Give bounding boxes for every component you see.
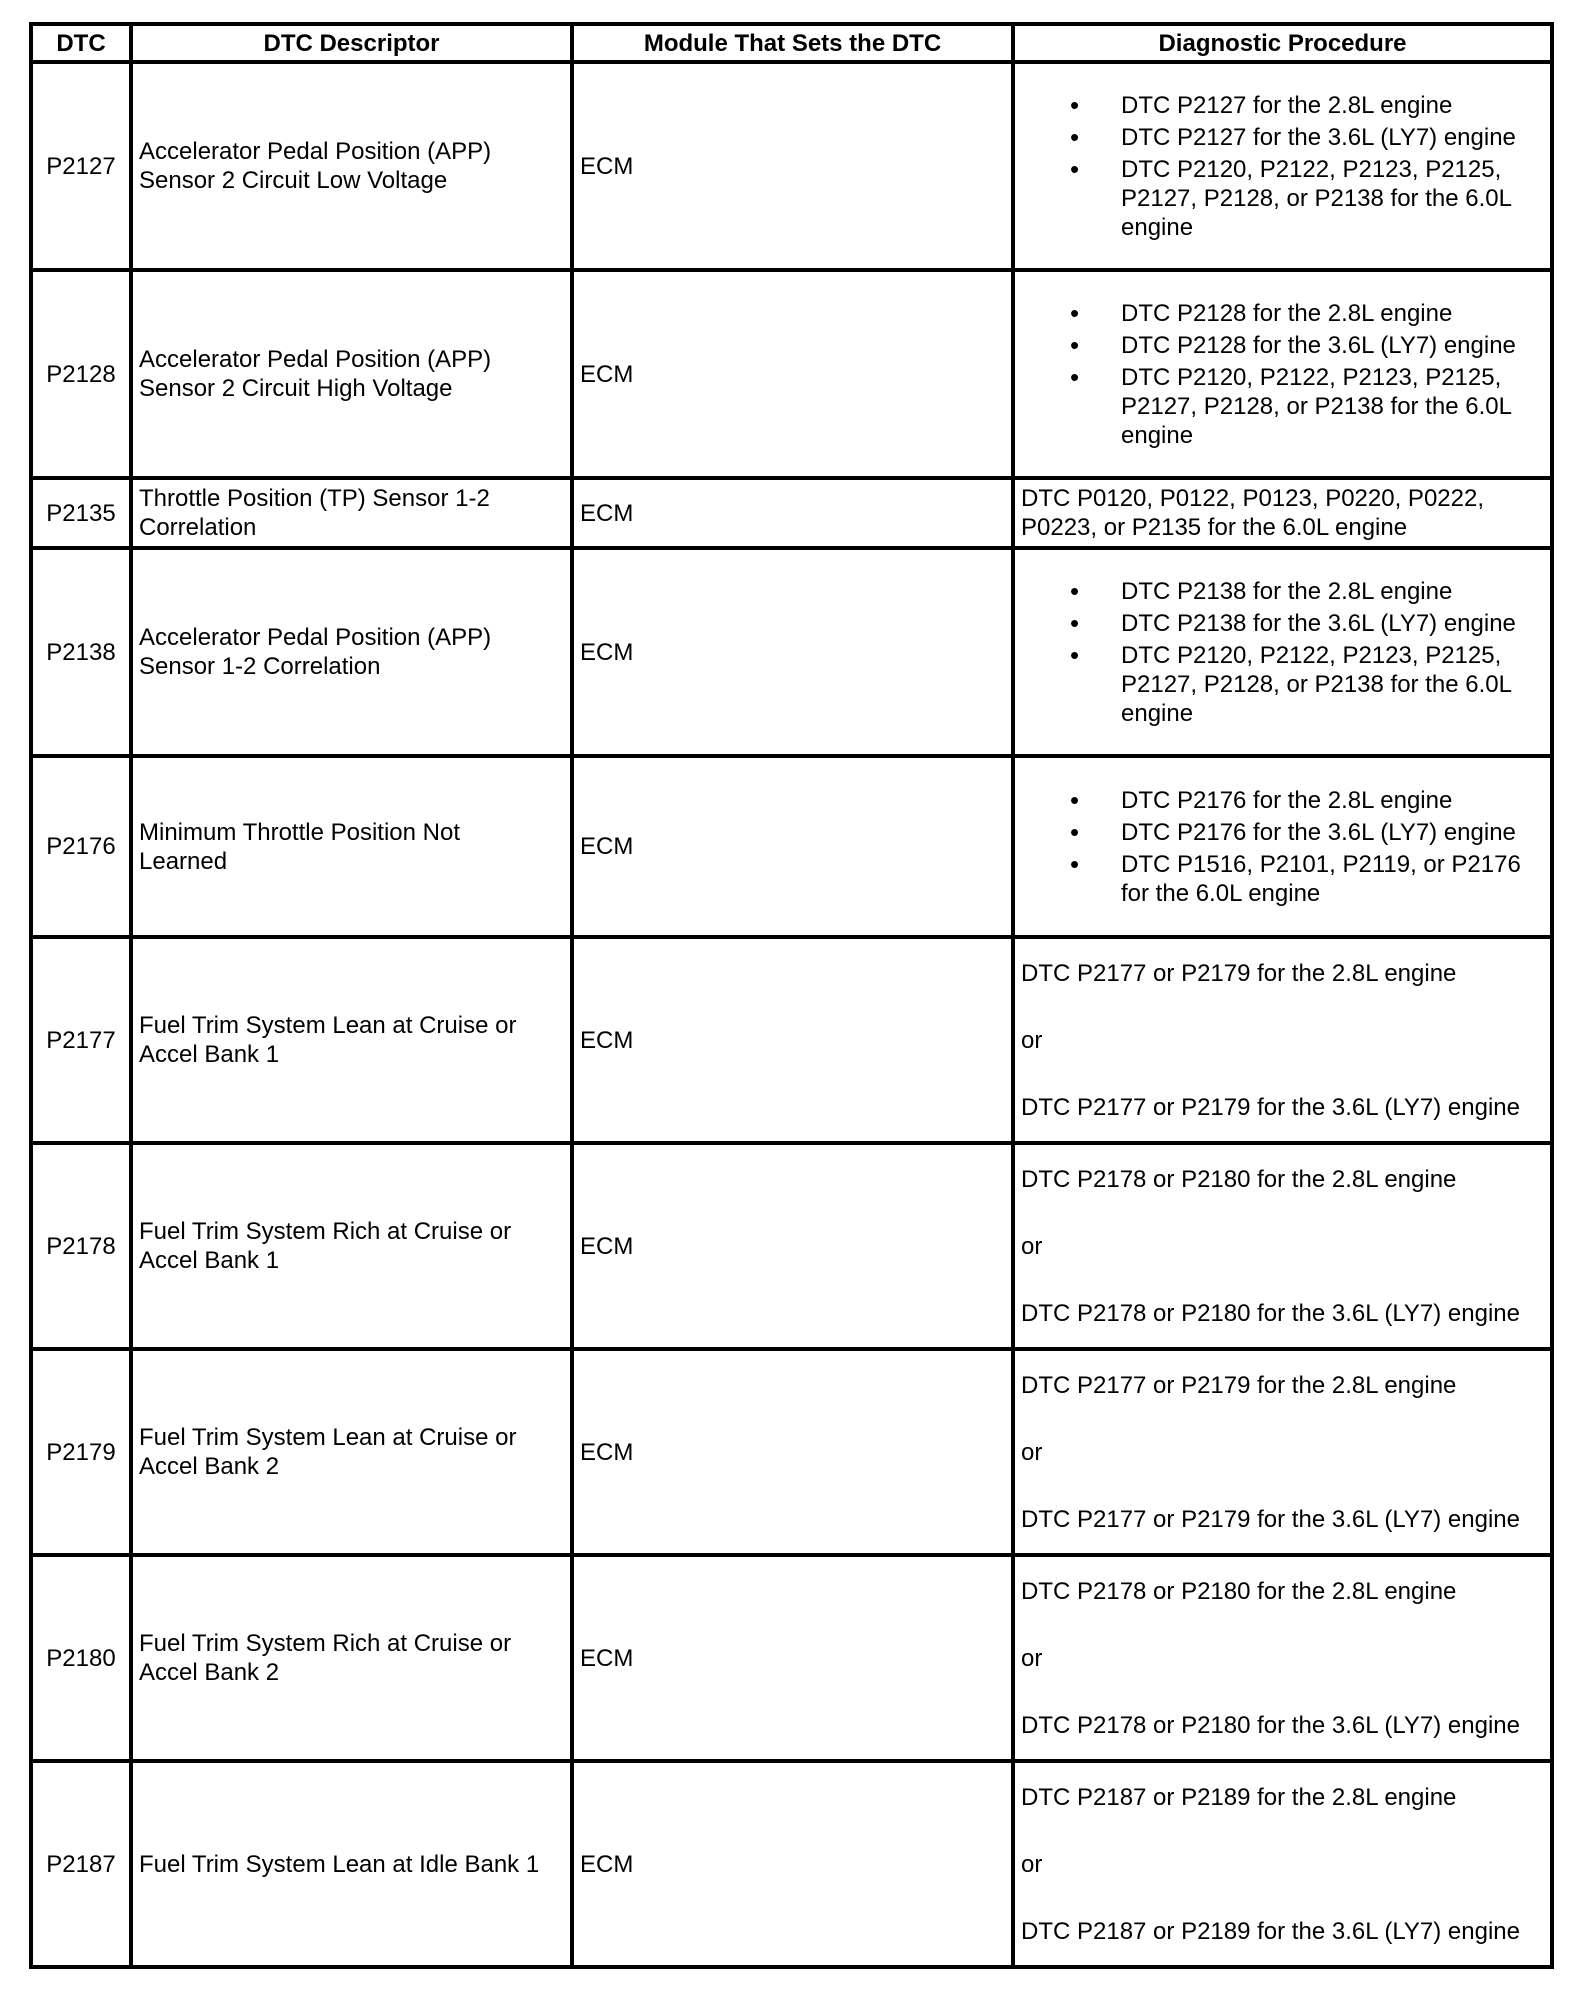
diagnostic-procedure: [1013, 270, 1552, 478]
diagnostic-procedure: [1013, 1555, 1552, 1761]
table-row: [31, 62, 1552, 270]
descriptor-line: Fuel Trim System Lean at Cruise or: [139, 1012, 517, 1039]
module: ECM: [572, 62, 1013, 270]
dtc-descriptor: [131, 548, 572, 756]
procedure-link[interactable]: DTC P2177 or P2179 for the 2.8L engine: [1021, 1371, 1457, 1399]
procedure-link[interactable]: DTC P2178 or P2180 for the 2.8L engine: [1021, 1577, 1457, 1605]
procedure-link[interactable]: • DTC P2120, P2122, P2123, P2125, P2127, P2128, or P2138 for the 6.0L engine: [1121, 641, 1544, 728]
header-dtc: DTC: [31, 24, 131, 62]
table-row: [31, 270, 1552, 478]
descriptor-line: Sensor 2 Circuit Low Voltage: [139, 167, 448, 194]
header-row: [31, 24, 1552, 62]
procedure-link[interactable]: • DTC P2127 for the 2.8L engine: [1121, 91, 1544, 120]
module: ECM: [572, 937, 1013, 1143]
dtc-code: P2180: [31, 1555, 131, 1761]
descriptor-line: Minimum Throttle Position Not: [139, 818, 460, 846]
module: ECM: [572, 756, 1013, 937]
procedure-link[interactable]: DTC P2187 or P2189 for the 3.6L (LY7) engine: [1021, 1917, 1520, 1945]
dtc-descriptor: [131, 937, 572, 1143]
procedure-list: [1021, 299, 1544, 450]
diagnostic-procedure: [1013, 62, 1552, 270]
descriptor-line: Learned: [139, 847, 228, 875]
module: ECM: [572, 1143, 1013, 1349]
module: ECM: [572, 1761, 1013, 1967]
dtc-code: P2177: [31, 937, 131, 1143]
module: ECM: [572, 1349, 1013, 1555]
procedure-link[interactable]: DTC P2177 or P2179 for the 3.6L (LY7) engine: [1021, 1505, 1520, 1533]
header-module: Module That Sets the DTC: [572, 24, 1013, 62]
procedure-link[interactable]: • DTC P2138 for the 2.8L engine: [1121, 577, 1544, 606]
procedure-list: [1021, 91, 1544, 242]
table-row: [31, 1349, 1552, 1555]
descriptor-line: Fuel Trim System Rich at Cruise or: [139, 1218, 512, 1245]
descriptor-line: Sensor 2 Circuit High Voltage: [139, 375, 453, 402]
diagnostic-procedure: [1013, 937, 1552, 1143]
procedure-list: [1021, 577, 1544, 728]
procedure-or: or: [1021, 1850, 1043, 1878]
descriptor-line: Sensor 1-2 Correlation: [139, 653, 381, 680]
table-row: [31, 478, 1552, 548]
descriptor-line: Accelerator Pedal Position (APP): [139, 624, 492, 651]
procedure-link[interactable]: DTC P2177 or P2179 for the 2.8L engine: [1021, 959, 1457, 987]
dtc-code: P2187: [31, 1761, 131, 1967]
procedure-or: or: [1021, 1026, 1043, 1054]
dtc-code: P2179: [31, 1349, 131, 1555]
descriptor-line: Accelerator Pedal Position (APP): [139, 138, 492, 165]
descriptor-line: Throttle Position (TP) Sensor 1-2: [139, 485, 490, 512]
header-descriptor: DTC Descriptor: [131, 24, 572, 62]
diagnostic-procedure: [1013, 756, 1552, 937]
module: ECM: [572, 478, 1013, 548]
procedure-link[interactable]: • DTC P2138 for the 3.6L (LY7) engine: [1121, 609, 1544, 638]
procedure-link[interactable]: P0223, or P2135 for the 6.0L engine: [1021, 514, 1408, 541]
module: ECM: [572, 1555, 1013, 1761]
procedure-link[interactable]: • DTC P2176 for the 2.8L engine: [1121, 786, 1544, 815]
dtc-code: P2178: [31, 1143, 131, 1349]
dtc-descriptor: [131, 1761, 572, 1967]
dtc-code: P2135: [31, 478, 131, 548]
descriptor-line: Fuel Trim System Lean at Idle Bank 1: [139, 1850, 540, 1878]
procedure-link[interactable]: • DTC P1516, P2101, P2119, or P2176 for the 6.0L engine: [1121, 850, 1544, 908]
table-row: [31, 1555, 1552, 1761]
procedure-link[interactable]: DTC P2187 or P2189 for the 2.8L engine: [1021, 1783, 1457, 1811]
diagnostic-procedure: [1013, 478, 1552, 548]
module: ECM: [572, 548, 1013, 756]
descriptor-line: Accel Bank 2: [139, 1659, 280, 1686]
descriptor-line: Fuel Trim System Lean at Cruise or: [139, 1424, 517, 1451]
dtc-code: P2128: [31, 270, 131, 478]
dtc-code: P2127: [31, 62, 131, 270]
procedure-link[interactable]: • DTC P2127 for the 3.6L (LY7) engine: [1121, 123, 1544, 152]
procedure-link[interactable]: DTC P0120, P0122, P0123, P0220, P0222,: [1021, 485, 1484, 512]
dtc-descriptor: [131, 756, 572, 937]
procedure-link[interactable]: • DTC P2120, P2122, P2123, P2125, P2127, P2128, or P2138 for the 6.0L engine: [1121, 363, 1544, 450]
table-row: [31, 548, 1552, 756]
diagnostic-procedure: [1013, 548, 1552, 756]
diagnostic-procedure: [1013, 1349, 1552, 1555]
procedure-link[interactable]: • DTC P2128 for the 3.6L (LY7) engine: [1121, 331, 1544, 360]
dtc-code: P2176: [31, 756, 131, 937]
procedure-link[interactable]: DTC P2177 or P2179 for the 3.6L (LY7) engine: [1021, 1093, 1520, 1121]
dtc-descriptor: [131, 1143, 572, 1349]
diagnostic-procedure: [1013, 1761, 1552, 1967]
descriptor-line: Fuel Trim System Rich at Cruise or: [139, 1630, 512, 1657]
descriptor-line: Accelerator Pedal Position (APP): [139, 346, 492, 373]
procedure-list: [1021, 786, 1544, 908]
dtc-descriptor: [131, 1349, 572, 1555]
procedure-link[interactable]: • DTC P2176 for the 3.6L (LY7) engine: [1121, 818, 1544, 847]
dtc-descriptor: [131, 270, 572, 478]
procedure-or: or: [1021, 1644, 1043, 1672]
table-row: [31, 1761, 1552, 1967]
descriptor-line: Accel Bank 1: [139, 1041, 280, 1068]
dtc-descriptor: [131, 62, 572, 270]
dtc-descriptor: [131, 478, 572, 548]
descriptor-line: Correlation: [139, 514, 257, 541]
procedure-link[interactable]: • DTC P2128 for the 2.8L engine: [1121, 299, 1544, 328]
module: ECM: [572, 270, 1013, 478]
header-procedure: Diagnostic Procedure: [1013, 24, 1552, 62]
procedure-link[interactable]: DTC P2178 or P2180 for the 3.6L (LY7) engine: [1021, 1299, 1520, 1327]
dtc-descriptor: [131, 1555, 572, 1761]
table-row: [31, 1143, 1552, 1349]
procedure-link[interactable]: DTC P2178 or P2180 for the 2.8L engine: [1021, 1165, 1457, 1193]
table-row: [31, 937, 1552, 1143]
procedure-or: or: [1021, 1232, 1043, 1260]
descriptor-line: Accel Bank 1: [139, 1247, 280, 1274]
table-row: [31, 756, 1552, 937]
dtc-table: [29, 22, 1554, 1969]
procedure-link[interactable]: • DTC P2120, P2122, P2123, P2125, P2127, P2128, or P2138 for the 6.0L engine: [1121, 155, 1544, 242]
procedure-or: or: [1021, 1438, 1043, 1466]
diagnostic-procedure: [1013, 1143, 1552, 1349]
procedure-link[interactable]: DTC P2178 or P2180 for the 3.6L (LY7) engine: [1021, 1711, 1520, 1739]
dtc-code: P2138: [31, 548, 131, 756]
descriptor-line: Accel Bank 2: [139, 1453, 280, 1480]
